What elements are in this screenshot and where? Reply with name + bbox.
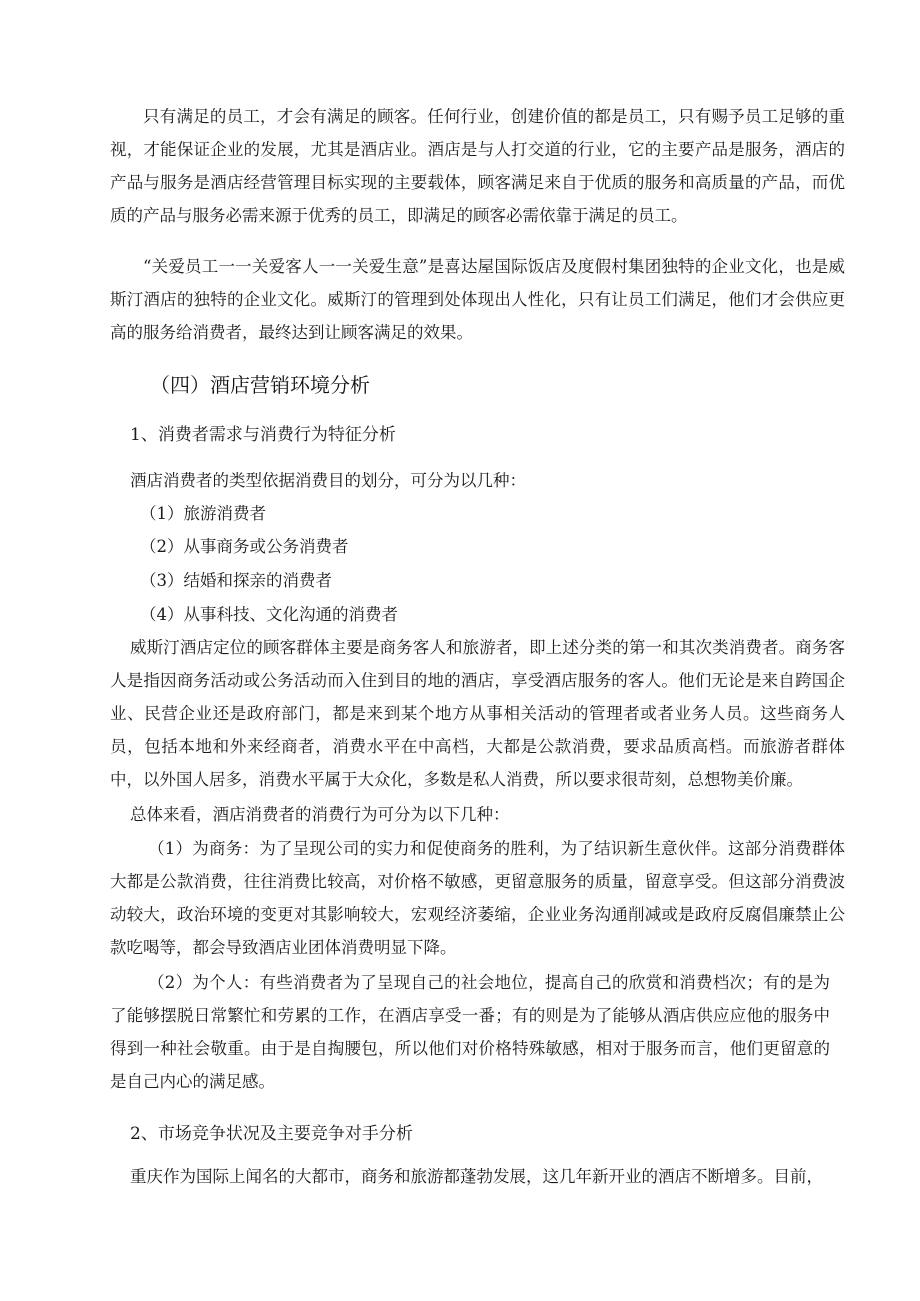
paragraph-behavior-business: （1）为商务：为了呈现公司的实力和促使商务的胜利，为了结识新生意伙伴。这部分消费群体大都是公款消费，往往消费比较高，对价格不敏感，更留意服务的质量，留意享受。但这部分消费波动较大，政治环境的变更对其影响较大，宏观经济萎缩，企业业务沟通削减或是政府反腐倡廉禁止公款吃喝等，都会导致酒店业团体消费明显下降。 <box>110 839 845 957</box>
section-heading: （四）酒店营销环境分析 <box>150 373 370 397</box>
paragraph-target-customers: 威斯汀酒店定位的顾客群体主要是商务客人和旅游者，即上述分类的第一和其次类消费者。商务客人是指因商务活动或公务活动而入住到目的地的酒店，享受酒店服务的客人。他们无论是来自跨国企业、民营企业还是政府部门，都是来到某个地方从事相关活动的管理者或者业务人员。这些商务人员，包括本地和外来经商者，消费水平在中高档，大都是公款消费，要求品质高档。而旅游者群体中，以外国人居多，消费水平属于大众化，多数是私人消费，所以要求很苛刻，总想物美价廉。 <box>110 638 845 789</box>
paragraph-staff-satisfaction: 只有满足的员工，才会有满足的顾客。任何行业，创建价值的都是员工，只有赐予员工足够的重视，才能保证企业的发展，尤其是酒店业。酒店是与人打交道的行业，它的主要产品是服务，酒店的产品与服务是酒店经营管理目标实现的主要载体，顾客满足来自于优质的服务和高质量的产品，而优质的产品与服务必需来源于优秀的员工，即满足的顾客必需依靠于满足的员工。 <box>110 107 845 225</box>
consumer-types-intro: 酒店消费者的类型依据消费目的划分，可分为以几种： <box>130 471 526 490</box>
behavior-summary: 总体来看，酒店消费者的消费行为可分为以下几种： <box>130 805 510 824</box>
subsection-heading-competition: 2、市场竞争状况及主要竞争对手分析 <box>130 1124 413 1144</box>
list-item: （3）结婚和探亲的消费者 <box>140 571 332 590</box>
subsection-heading-consumer: 1、消费者需求与消费行为特征分析 <box>130 425 396 445</box>
list-item: （2）从事商务或公务消费者 <box>140 537 349 556</box>
list-item: （4）从事科技、文化沟通的消费者 <box>140 605 398 624</box>
paragraph-competition: 重庆作为国际上闻名的大都市，商务和旅游都蓬勃发展，这几年新开业的酒店不断增多。目前， <box>130 1167 823 1186</box>
list-item: （1）旅游消费者 <box>140 504 266 523</box>
paragraph-corporate-culture: “关爱员工一一关爱客人一一关爱生意”是喜达屋国际饭店及度假村集团独特的企业文化，也是威斯汀酒店的独特的企业文化。威斯汀的管理到处体现出人性化，只有让员工们满足，他们才会供应更高的服务给消费者，最终达到让顾客满足的效果。 <box>110 257 845 342</box>
paragraph-behavior-personal: （2）为个人：有些消费者为了呈现自己的社会地位，提高自己的欣赏和消费档次；有的是为了能够摆脱日常繁忙和劳累的工作，在酒店享受一番；有的则是为了能够从酒店供应应他的服务中得到一种社会敬重。由于是自掏腰包，所以他们对价格特殊敏感，相对于服务而言，他们更留意的是自己内心的满足感。 <box>110 973 830 1091</box>
